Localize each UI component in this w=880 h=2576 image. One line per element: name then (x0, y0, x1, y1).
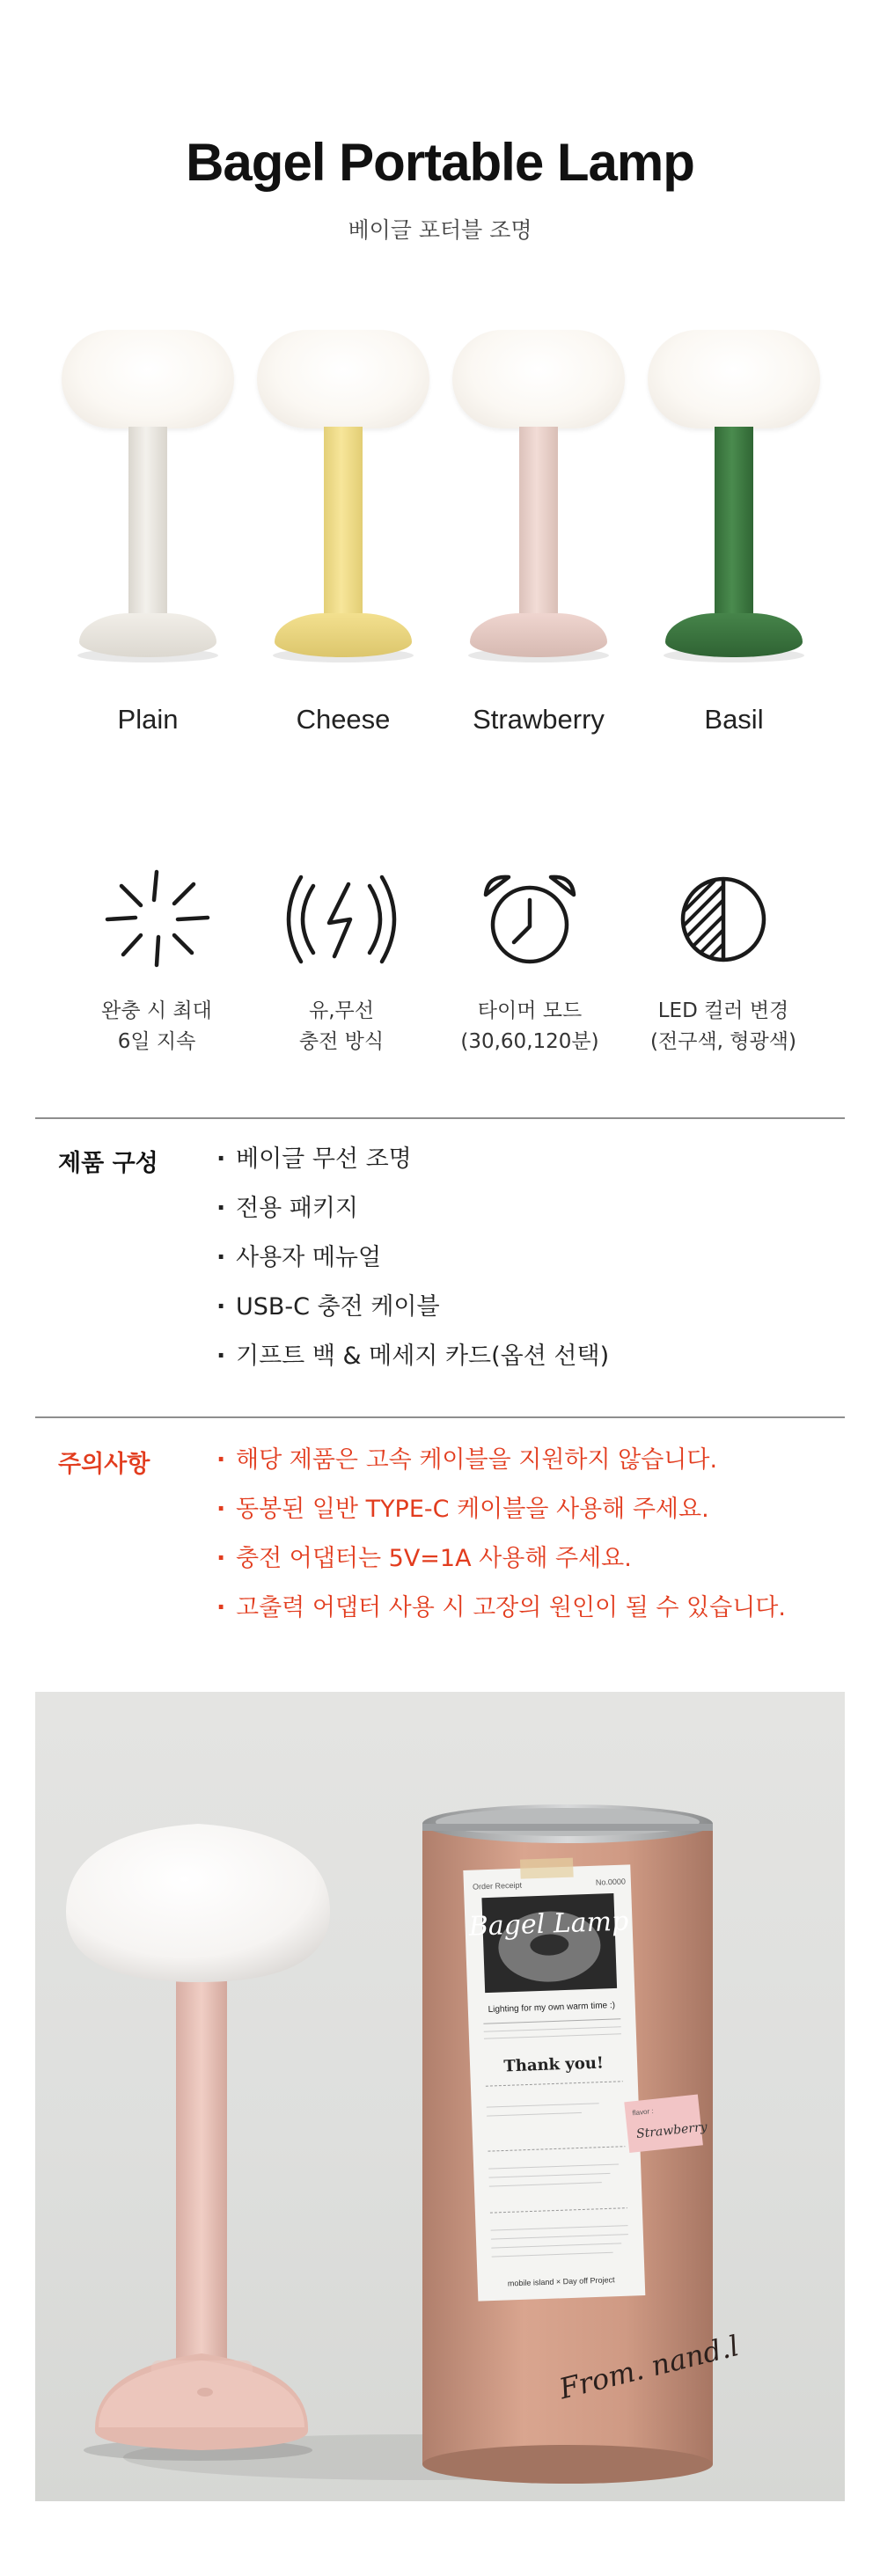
receipt-no-text: No.0000 (595, 1877, 627, 1887)
handwriting-text: From. nand.l (555, 2329, 743, 2406)
lamp-variant-cheese (255, 330, 431, 677)
lamp-stem (128, 427, 167, 622)
page-subtitle: 베이글 포터블 조명 (348, 217, 532, 243)
variant-name-basil: Basil (704, 704, 764, 735)
list-item: · 충전 어댑터는 5V=1A 사용해 주세요. (216, 1534, 786, 1584)
feature-charging-line1: 유,무선 (309, 999, 374, 1022)
variant-name-cheese: Cheese (296, 704, 391, 735)
lamp-variant-basil (646, 330, 822, 677)
product-photo (35, 1692, 845, 2501)
list-item: · 기프트 백 & 메세지 카드(옵션 선택) (216, 1332, 609, 1381)
sparkle-icon (95, 867, 218, 972)
receipt-order-text: Order Receipt (472, 1880, 523, 1892)
variant-name-plain: Plain (117, 704, 179, 735)
section-divider (35, 1416, 845, 1418)
feature-charging (245, 996, 438, 1057)
lamp-variant-strawberry (451, 330, 627, 677)
feature-battery-line2: 6일 지속 (117, 1030, 196, 1053)
receipt-brand: Bagel Lamp (468, 1906, 629, 1943)
alarm-clock-icon (468, 867, 591, 972)
feature-timer (433, 996, 627, 1057)
sticker-text: Strawberry (635, 2119, 708, 2142)
feature-battery (60, 996, 253, 1057)
lamp-base (470, 613, 607, 657)
list-item: · 해당 제품은 고속 케이블을 지원하지 않습니다. (216, 1436, 786, 1485)
lamp-stem (324, 427, 363, 622)
lamp-shade (452, 330, 625, 428)
list-item: · 전용 패키지 (216, 1184, 609, 1233)
lamp-base (665, 613, 803, 657)
lamp-shade (648, 330, 820, 428)
receipt-footer: mobile island × Day off Project (507, 2275, 615, 2288)
caution-label: 주의사항 (58, 1451, 150, 1478)
feature-timer-line1: 타이머 모드 (477, 999, 583, 1022)
feature-charging-line2: 충전 방식 (298, 1030, 385, 1053)
receipt-tagline: Lighting for my own warm time :) (488, 2001, 616, 2016)
lamp-stem (519, 427, 558, 622)
section-divider (35, 1117, 845, 1119)
list-item: · 사용자 메뉴얼 (216, 1233, 609, 1283)
lamp-variant-plain (60, 330, 236, 677)
lamp-shade (257, 330, 429, 428)
feature-timer-line2: (30,60,120분) (460, 1030, 599, 1053)
caution-list (216, 1436, 786, 1633)
list-item: · USB-C 충전 케이블 (216, 1283, 609, 1332)
sticker-small-text: flavor : (632, 2106, 655, 2118)
lamp-shade (62, 330, 234, 428)
lamp-base (275, 613, 412, 657)
variant-name-strawberry: Strawberry (473, 704, 605, 735)
lamp-base (79, 613, 216, 657)
feature-led-color (627, 996, 820, 1057)
components-list (216, 1135, 609, 1381)
list-item: · 고출력 어댑터 사용 시 고장의 원인이 될 수 있습니다. (216, 1584, 786, 1633)
page-title: Bagel Portable Lamp (186, 133, 694, 192)
product-photo-illustration (35, 1692, 845, 2501)
list-item: · 동봉된 일반 TYPE-C 케이블을 사용해 주세요. (216, 1485, 786, 1534)
color-change-icon (662, 867, 785, 972)
components-label: 제품 구성 (58, 1150, 158, 1177)
feature-battery-line1: 완충 시 최대 (101, 999, 212, 1022)
list-item: · 베이글 무선 조명 (216, 1135, 609, 1184)
receipt-thanks: Thank you! (503, 2053, 605, 2076)
feature-led-color-line2: (전구색, 형광색) (650, 1030, 796, 1053)
feature-led-color-line1: LED 컬러 변경 (657, 999, 789, 1022)
wireless-charging-icon (280, 867, 403, 972)
lamp-stem (715, 427, 753, 622)
